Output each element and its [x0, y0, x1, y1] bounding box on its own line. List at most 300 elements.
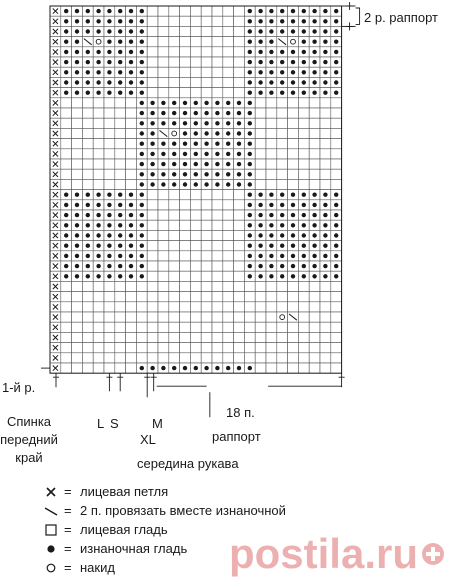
purl-dot	[96, 91, 100, 95]
chart-cell	[212, 281, 223, 291]
chart-cell	[169, 67, 180, 77]
chart-cell	[82, 343, 93, 353]
chart-cell	[180, 302, 191, 312]
chart-cell	[277, 169, 288, 179]
purl-dot	[323, 233, 327, 237]
chart-cell	[104, 169, 115, 179]
chart-cell	[234, 271, 245, 281]
purl-dot	[312, 244, 316, 248]
purl-dot	[237, 162, 241, 166]
chart-cell	[223, 343, 234, 353]
chart-cell	[234, 312, 245, 322]
chart-cell	[320, 128, 331, 138]
legend-text: изнаночная гладь	[80, 541, 188, 556]
purl-dot	[129, 70, 133, 74]
purl-dot	[86, 50, 90, 54]
purl-dot	[280, 50, 284, 54]
chart-cell	[72, 363, 83, 373]
chart-cell	[223, 67, 234, 77]
purl-dot	[237, 101, 241, 105]
chart-cell	[266, 179, 277, 189]
chart-cell	[104, 108, 115, 118]
purl-dot	[150, 111, 154, 115]
purl-dot	[323, 193, 327, 197]
chart-cell	[104, 281, 115, 291]
purl-dot	[140, 203, 144, 207]
purl-dot	[183, 121, 187, 125]
purl-dot	[280, 254, 284, 258]
legend-equals: =	[64, 541, 72, 556]
chart-cell	[223, 6, 234, 16]
purl-dot	[215, 101, 219, 105]
chart-cell	[72, 128, 83, 138]
chart-cell	[244, 281, 255, 291]
chart-cell	[158, 292, 169, 302]
chart-cell	[180, 322, 191, 332]
chart-cell	[223, 332, 234, 342]
chart-cell	[234, 343, 245, 353]
chart-cell	[309, 139, 320, 149]
chart-cell	[201, 37, 212, 47]
repeat-stitches-label: 18 п.	[226, 405, 255, 420]
chart-cell	[201, 26, 212, 36]
purl-dot	[194, 111, 198, 115]
purl-dot	[107, 244, 111, 248]
purl-dot	[334, 223, 338, 227]
purl-dot	[258, 254, 262, 258]
chart-cell	[72, 281, 83, 291]
purl-dot	[64, 40, 68, 44]
chart-cell	[320, 332, 331, 342]
chart-cell	[93, 343, 104, 353]
chart-cell	[212, 37, 223, 47]
purl-dot	[161, 162, 165, 166]
size-xl-marker	[144, 373, 150, 397]
chart-cell	[201, 77, 212, 87]
chart-cell	[104, 292, 115, 302]
purl-dot	[323, 91, 327, 95]
chart-cell	[61, 149, 72, 159]
chart-cell	[288, 159, 299, 169]
chart-cell	[61, 108, 72, 118]
chart-cell	[61, 312, 72, 322]
chart-cell	[277, 302, 288, 312]
chart-cell	[190, 261, 201, 271]
chart-cell	[115, 169, 126, 179]
purl-dot	[64, 60, 68, 64]
chart-cell	[266, 281, 277, 291]
purl-dot	[291, 193, 295, 197]
chart-cell	[212, 251, 223, 261]
purl-dot	[269, 19, 273, 23]
chart-cell	[223, 230, 234, 240]
chart-cell	[93, 118, 104, 128]
purl-dot	[323, 203, 327, 207]
chart-cell	[82, 292, 93, 302]
chart-cell	[104, 343, 115, 353]
chart-cell	[201, 343, 212, 353]
chart-cell	[115, 98, 126, 108]
purl-dot	[215, 152, 219, 156]
purl-dot	[269, 70, 273, 74]
purl-dot	[323, 70, 327, 74]
chart-cell	[61, 363, 72, 373]
chart-cell	[158, 230, 169, 240]
chart-cell	[180, 26, 191, 36]
purl-dot	[86, 274, 90, 278]
purl-dot	[291, 233, 295, 237]
purl-dot	[280, 233, 284, 237]
purl-dot	[75, 274, 79, 278]
chart-cell	[234, 230, 245, 240]
chart-cell	[331, 343, 342, 353]
chart-cell	[320, 139, 331, 149]
chart-cell	[234, 292, 245, 302]
purl-dot	[258, 274, 262, 278]
chart-cell	[93, 281, 104, 291]
purl-dot	[248, 142, 252, 146]
purl-dot	[86, 244, 90, 248]
chart-cell	[126, 332, 137, 342]
chart-cell	[93, 98, 104, 108]
purl-dot	[86, 91, 90, 95]
purl-dot	[86, 264, 90, 268]
purl-dot	[312, 264, 316, 268]
purl-dot	[226, 111, 230, 115]
chart-cell	[158, 332, 169, 342]
chart-cell	[201, 261, 212, 271]
chart-cell	[331, 312, 342, 322]
chart-cell	[158, 26, 169, 36]
purl-dot	[194, 162, 198, 166]
purl-dot	[86, 223, 90, 227]
purl-dot	[323, 80, 327, 84]
purl-dot	[64, 244, 68, 248]
chart-cell	[201, 230, 212, 240]
chart-cell	[136, 281, 147, 291]
chart-cell	[298, 302, 309, 312]
purl-dot	[140, 111, 144, 115]
purl-dot	[204, 182, 208, 186]
chart-cell	[190, 57, 201, 67]
purl-dot	[129, 29, 133, 33]
purl-dot	[312, 19, 316, 23]
chart-cell	[298, 169, 309, 179]
chart-cell	[234, 241, 245, 251]
size-s-label: S	[110, 416, 119, 431]
purl-dot	[269, 80, 273, 84]
purl-dot	[291, 19, 295, 23]
chart-cell	[309, 343, 320, 353]
chart-cell	[61, 139, 72, 149]
purl-dot	[129, 244, 133, 248]
chart-cell	[255, 118, 266, 128]
chart-cell	[320, 98, 331, 108]
chart-cell	[212, 6, 223, 16]
purl-dot	[215, 121, 219, 125]
edge-label-line1: Спинка	[6, 414, 52, 429]
chart-cell	[320, 322, 331, 332]
purl-dot	[312, 233, 316, 237]
chart-cell	[288, 108, 299, 118]
purl-dot	[258, 91, 262, 95]
chart-cell	[147, 261, 158, 271]
purl-dot	[129, 233, 133, 237]
chart-cell	[234, 190, 245, 200]
purl-dot	[64, 264, 68, 268]
chart-cell	[298, 98, 309, 108]
purl-dot	[291, 29, 295, 33]
chart-cell	[190, 251, 201, 261]
chart-cell	[82, 118, 93, 128]
chart-cell	[169, 47, 180, 57]
purl-dot	[140, 142, 144, 146]
chart-cell	[212, 200, 223, 210]
purl-dot	[107, 233, 111, 237]
purl-dot	[269, 9, 273, 13]
chart-cell	[158, 312, 169, 322]
chart-cell	[180, 16, 191, 26]
chart-cell	[180, 190, 191, 200]
chart-cell	[169, 16, 180, 26]
chart-cell	[93, 159, 104, 169]
purl-dot	[248, 152, 252, 156]
chart-cell	[255, 322, 266, 332]
chart-cell	[190, 6, 201, 16]
purl-dot	[64, 9, 68, 13]
purl-dot	[269, 274, 273, 278]
chart-cell	[180, 343, 191, 353]
purl-dot	[150, 152, 154, 156]
chart-cell	[255, 363, 266, 373]
chart-cell	[180, 271, 191, 281]
purl-dot	[248, 244, 252, 248]
chart-cell	[115, 302, 126, 312]
chart-cell	[115, 149, 126, 159]
chart-cell	[180, 47, 191, 57]
purl-dot	[96, 29, 100, 33]
chart-cell	[104, 179, 115, 189]
purl-dot	[204, 142, 208, 146]
chart-cell	[234, 210, 245, 220]
purl-dot	[140, 193, 144, 197]
chart-cell	[147, 251, 158, 261]
chart-cell	[180, 37, 191, 47]
chart-cell	[223, 241, 234, 251]
purl-dot	[280, 70, 284, 74]
chart-cell	[212, 353, 223, 363]
purl-dot	[150, 162, 154, 166]
chart-cell	[320, 302, 331, 312]
chart-cell	[72, 139, 83, 149]
purl-dot	[248, 213, 252, 217]
legend-equals: =	[64, 503, 72, 518]
chart-cell	[288, 343, 299, 353]
chart-cell	[320, 179, 331, 189]
purl-dot	[96, 264, 100, 268]
watermark	[229, 530, 446, 578]
purl-dot	[248, 172, 252, 176]
chart-cell	[136, 343, 147, 353]
purl-dot	[280, 213, 284, 217]
chart-cell	[72, 159, 83, 169]
chart-cell	[277, 292, 288, 302]
purl-dot	[172, 142, 176, 146]
chart-cell	[298, 139, 309, 149]
chart-cell	[158, 302, 169, 312]
chart-cell	[309, 128, 320, 138]
chart-cell	[309, 353, 320, 363]
chart-cell	[126, 98, 137, 108]
chart-cell	[266, 139, 277, 149]
chart-cell	[147, 67, 158, 77]
chart-cell	[158, 220, 169, 230]
chart-cell	[298, 108, 309, 118]
chart-cell	[126, 353, 137, 363]
chart-cell	[147, 37, 158, 47]
chart-cell	[72, 353, 83, 363]
chart-cell	[255, 149, 266, 159]
purl-dot	[323, 223, 327, 227]
purl-dot	[237, 142, 241, 146]
purl-dot	[237, 172, 241, 176]
chart-cell	[169, 241, 180, 251]
purl-dot	[64, 70, 68, 74]
purl-dot	[248, 254, 252, 258]
chart-cell	[158, 47, 169, 57]
chart-cell	[212, 271, 223, 281]
chart-cell	[244, 302, 255, 312]
purl-dot	[140, 254, 144, 258]
chart-cell	[266, 343, 277, 353]
purl-dot	[107, 254, 111, 258]
purl-dot	[302, 213, 306, 217]
purl-dot	[248, 182, 252, 186]
chart-cell	[190, 26, 201, 36]
chart-cell	[223, 271, 234, 281]
purl-dot	[291, 274, 295, 278]
purl-dot	[226, 366, 230, 370]
purl-dot	[302, 233, 306, 237]
purl-dot	[64, 213, 68, 217]
chart-cell	[93, 292, 104, 302]
chart-cell	[180, 230, 191, 240]
chart-cell	[266, 292, 277, 302]
purl-dot	[312, 9, 316, 13]
purl-dot	[280, 203, 284, 207]
chart-cell	[288, 149, 299, 159]
purl-dot	[86, 193, 90, 197]
chart-cell	[255, 302, 266, 312]
chart-cell	[255, 128, 266, 138]
purl-dot	[334, 50, 338, 54]
purl-dot	[204, 121, 208, 125]
chart-cell	[331, 353, 342, 363]
purl-dot	[107, 274, 111, 278]
chart-cell	[223, 47, 234, 57]
purl-dot	[258, 244, 262, 248]
purl-dot	[183, 142, 187, 146]
chart-cell	[331, 149, 342, 159]
chart-cell	[82, 363, 93, 373]
purl-dot	[323, 19, 327, 23]
chart-cell	[212, 210, 223, 220]
purl-dot	[118, 60, 122, 64]
chart-cell	[255, 281, 266, 291]
purl-dot	[140, 50, 144, 54]
chart-cell	[212, 322, 223, 332]
chart-cell	[212, 230, 223, 240]
chart-cell	[147, 200, 158, 210]
purl-dot	[334, 70, 338, 74]
chart-cell	[234, 26, 245, 36]
chart-cell	[72, 179, 83, 189]
chart-cell	[169, 26, 180, 36]
chart-cell	[169, 77, 180, 87]
chart-cell	[72, 302, 83, 312]
chart-cell	[288, 128, 299, 138]
chart-cell	[223, 322, 234, 332]
chart-cell	[190, 353, 201, 363]
chart-cell	[212, 190, 223, 200]
purl-dot	[86, 29, 90, 33]
purl-dot	[140, 70, 144, 74]
chart-cell	[147, 292, 158, 302]
chart-cell	[158, 281, 169, 291]
purl-dot	[334, 264, 338, 268]
purl-dot	[291, 203, 295, 207]
chart-cell	[309, 118, 320, 128]
purl-dot	[129, 19, 133, 23]
purl-dot	[140, 244, 144, 248]
chart-cell	[190, 230, 201, 240]
purl-dot	[140, 29, 144, 33]
purl-dot	[248, 162, 252, 166]
chart-cell	[266, 169, 277, 179]
purl-dot	[129, 80, 133, 84]
chart-cell	[223, 16, 234, 26]
chart-cell	[61, 169, 72, 179]
chart-cell	[298, 159, 309, 169]
purl-dot	[204, 152, 208, 156]
chart-cell	[234, 302, 245, 312]
purl-dot	[183, 162, 187, 166]
chart-cell	[93, 322, 104, 332]
chart-cell	[234, 57, 245, 67]
chart-cell	[169, 332, 180, 342]
chart-cell	[288, 292, 299, 302]
chart-cell	[331, 363, 342, 373]
chart-cell	[180, 210, 191, 220]
purl-dot	[280, 60, 284, 64]
purl-dot	[150, 366, 154, 370]
chart-cell	[190, 302, 201, 312]
purl-dot	[269, 40, 273, 44]
chart-cell	[212, 220, 223, 230]
chart-cell	[147, 241, 158, 251]
purl-dot	[291, 60, 295, 64]
purl-dot	[248, 366, 252, 370]
purl-dot	[86, 70, 90, 74]
purl-dot	[140, 91, 144, 95]
purl-dot	[107, 203, 111, 207]
purl-dot	[312, 274, 316, 278]
chart-cell	[201, 292, 212, 302]
chart-cell	[298, 363, 309, 373]
edge-label-line2: передний	[0, 432, 58, 447]
purl-dot	[75, 80, 79, 84]
purl-dot	[107, 60, 111, 64]
